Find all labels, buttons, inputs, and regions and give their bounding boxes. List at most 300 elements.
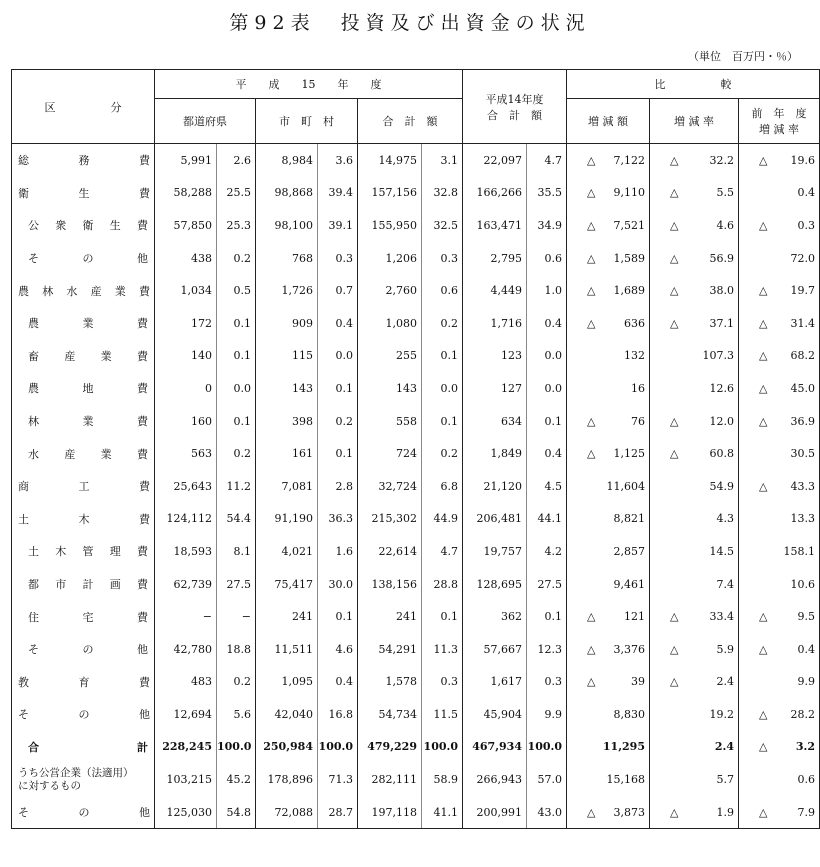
cell-prev xyxy=(739,731,820,764)
cell-pref-pct: 25.5 xyxy=(217,177,256,210)
decrease-triangle-icon: △ xyxy=(759,284,768,298)
cell-h14-pct: 0.3 xyxy=(527,666,567,699)
cell-diff xyxy=(567,698,650,731)
cell-total: 2,760 xyxy=(385,284,417,298)
cell-total: 197,118 xyxy=(358,796,422,829)
table-row xyxy=(12,503,820,536)
cell-total-pct: 11.5 xyxy=(422,698,463,731)
cell-total: 282,111 xyxy=(371,773,417,787)
cell-muni-pct: 3.6 xyxy=(318,144,358,177)
cell-muni: 72,088 xyxy=(256,796,318,829)
cell-total: 1,080 xyxy=(385,316,417,330)
cell-diff xyxy=(567,405,650,438)
comparison-value: 2.4 xyxy=(714,740,734,754)
cell-muni-pct: 0.1 xyxy=(318,437,358,470)
cell-total: 724 xyxy=(396,447,417,461)
decrease-triangle-icon: △ xyxy=(587,675,596,689)
comparison-value: 72.0 xyxy=(790,251,815,265)
comparison-value: 5.7 xyxy=(716,773,734,787)
comparison-value: 1,125 xyxy=(613,447,645,461)
comparison-value: 0.4 xyxy=(797,186,815,200)
cell-h14: 4,449 xyxy=(490,284,522,298)
cell-rate xyxy=(650,242,739,275)
comparison-value: 38.0 xyxy=(709,284,734,298)
cell-pref-pct: 0.1 xyxy=(217,405,256,438)
cell-prev xyxy=(739,242,820,275)
comparison-value: 15,168 xyxy=(606,773,645,787)
row-label-text: 土 木 費 xyxy=(18,512,150,526)
cell-h14-pct: 0.6 xyxy=(527,242,567,275)
table-row xyxy=(12,763,820,796)
decrease-triangle-icon: △ xyxy=(587,414,596,428)
cell-muni: 11,511 xyxy=(274,642,313,656)
row-label xyxy=(12,209,155,242)
cell-h14-pct: 9.9 xyxy=(527,698,567,731)
row-label xyxy=(12,503,155,536)
row-label-text: そ の 他 xyxy=(18,806,150,820)
row-label xyxy=(12,437,155,470)
comparison-value: 132 xyxy=(624,349,645,363)
cell-diff xyxy=(567,274,650,307)
cell-prev xyxy=(739,666,820,699)
decrease-triangle-icon: △ xyxy=(759,218,768,232)
comparison-value: 8,830 xyxy=(613,707,645,721)
cell-pref-pct: 2.6 xyxy=(217,144,256,177)
cell-h14: 123 xyxy=(501,349,522,363)
cell-muni: 4,021 xyxy=(281,544,313,558)
comparison-value: 30.5 xyxy=(790,447,815,461)
cell-diff xyxy=(567,600,650,633)
cell-h14: 45,904 xyxy=(483,707,522,721)
header-inc-rate: 増 減 率 xyxy=(650,99,739,144)
cell-muni-pct: 0.3 xyxy=(318,242,358,275)
header-pref: 都道府県 xyxy=(155,99,256,144)
table-row xyxy=(12,242,820,275)
cell-pref-pct: 0.2 xyxy=(217,666,256,699)
cell-diff xyxy=(567,503,650,536)
cell-rate xyxy=(650,535,739,568)
row-label xyxy=(12,144,155,177)
cell-rate xyxy=(650,763,739,796)
row-label-text: 教 育 費 xyxy=(18,675,150,689)
row-label-text: そ の 他 xyxy=(28,252,148,266)
cell-pref: 160 xyxy=(191,414,212,428)
row-label-text: 都市計画費 xyxy=(28,578,148,592)
comparison-value: 11,604 xyxy=(606,479,645,493)
cell-diff xyxy=(567,633,650,666)
cell-diff xyxy=(567,372,650,405)
row-label xyxy=(12,633,155,666)
cell-muni-pct: 39.4 xyxy=(318,177,358,210)
cell-h14-pct: 35.5 xyxy=(527,177,567,210)
comparison-value: 68.2 xyxy=(790,349,815,363)
cell-total: 54,734 xyxy=(378,707,417,721)
comparison-value: 12.0 xyxy=(709,414,734,428)
unit-note: （単位 百万円・％） xyxy=(688,50,798,63)
cell-muni: 161 xyxy=(292,447,313,461)
comparison-value: 5.5 xyxy=(716,186,734,200)
row-label-text: 農 業 費 xyxy=(28,317,148,331)
cell-muni-pct: 16.8 xyxy=(318,698,358,731)
cell-prev xyxy=(739,470,820,503)
row-label-text: 住 宅 費 xyxy=(28,610,148,624)
comparison-value: 0.6 xyxy=(797,773,815,787)
cell-pref: 42,780 xyxy=(173,642,212,656)
cell-pref-pct: 100.0 xyxy=(217,731,256,764)
decrease-triangle-icon: △ xyxy=(587,805,596,819)
cell-prev xyxy=(739,144,820,177)
decrease-triangle-icon: △ xyxy=(759,707,768,721)
comparison-value: 107.3 xyxy=(702,349,734,363)
comparison-value: 12.6 xyxy=(709,381,734,395)
decrease-triangle-icon: △ xyxy=(759,153,768,167)
decrease-triangle-icon: △ xyxy=(759,610,768,624)
cell-total-pct: 0.3 xyxy=(422,242,463,275)
table-row xyxy=(12,405,820,438)
comparison-value: 9,461 xyxy=(613,577,645,591)
cell-pref-pct: 5.6 xyxy=(217,698,256,731)
comparison-value: 8,821 xyxy=(613,512,645,526)
cell-pref-pct: 0.5 xyxy=(217,274,256,307)
cell-h14-pct: 0.0 xyxy=(527,340,567,373)
cell-muni-pct: 39.1 xyxy=(318,209,358,242)
cell-muni-pct: 2.8 xyxy=(318,470,358,503)
cell-total-pct: 44.9 xyxy=(422,503,463,536)
cell-pref: 62,739 xyxy=(173,577,212,591)
decrease-triangle-icon: △ xyxy=(670,186,679,200)
comparison-value: 11,295 xyxy=(602,740,645,754)
cell-pref: 125,030 xyxy=(155,796,217,829)
cell-muni: 143 xyxy=(292,381,313,395)
cell-prev xyxy=(739,796,820,829)
row-label-text: 公衆衛生費 xyxy=(28,219,148,233)
cell-prev xyxy=(739,568,820,601)
cell-total-pct: 58.9 xyxy=(422,763,463,796)
cell-total-pct: 0.2 xyxy=(422,307,463,340)
row-label-text: そ の 他 xyxy=(18,708,150,722)
cell-pref-pct: 0.2 xyxy=(217,242,256,275)
cell-total-pct: 3.1 xyxy=(422,144,463,177)
row-label xyxy=(12,405,155,438)
cell-h14: 21,120 xyxy=(483,479,522,493)
cell-pref: 1,034 xyxy=(180,284,212,298)
cell-muni-pct: 30.0 xyxy=(318,568,358,601)
header-h14-line1: 平成14年度 xyxy=(485,92,544,106)
table-row xyxy=(12,796,820,829)
cell-h14: 128,695 xyxy=(476,577,522,591)
cell-muni-pct: 100.0 xyxy=(318,731,358,764)
comparison-value: 32.2 xyxy=(709,153,734,167)
comparison-value: 5.9 xyxy=(716,642,734,656)
table-row xyxy=(12,666,820,699)
cell-diff xyxy=(567,731,650,764)
row-label xyxy=(12,763,155,796)
decrease-triangle-icon: △ xyxy=(587,186,596,200)
cell-muni-pct: 0.2 xyxy=(318,405,358,438)
cell-pref: 172 xyxy=(191,316,212,330)
cell-rate xyxy=(650,633,739,666)
comparison-value: 9.5 xyxy=(797,610,815,624)
cell-total: 22,614 xyxy=(378,544,417,558)
comparison-value: 16 xyxy=(631,381,645,395)
comparison-value: 76 xyxy=(631,414,645,428)
row-label xyxy=(12,340,155,373)
cell-pref: 57,850 xyxy=(173,218,212,232)
cell-rate xyxy=(650,209,739,242)
cell-h14-pct: 4.5 xyxy=(527,470,567,503)
row-label xyxy=(12,796,155,829)
table-row xyxy=(12,568,820,601)
cell-h14: 467,934 xyxy=(472,740,522,754)
cell-pref-pct: 54.8 xyxy=(217,796,256,829)
cell-rate xyxy=(650,274,739,307)
table-row xyxy=(12,600,820,633)
comparison-value: 158.1 xyxy=(783,544,815,558)
row-label-text: 総 務 費 xyxy=(18,154,150,168)
cell-h14: 206,481 xyxy=(476,512,522,526)
cell-prev xyxy=(739,340,820,373)
cell-total: 14,975 xyxy=(378,153,417,167)
comparison-value: 19.2 xyxy=(709,707,734,721)
cell-h14: 1,716 xyxy=(490,316,522,330)
table-row xyxy=(12,209,820,242)
cell-pref-pct: 45.2 xyxy=(217,763,256,796)
cell-total-pct: 4.7 xyxy=(422,535,463,568)
header-comparison: 比 較 xyxy=(567,70,820,99)
cell-rate xyxy=(650,437,739,470)
row-label xyxy=(12,274,155,307)
row-label-text: 合 計 xyxy=(28,740,148,754)
cell-total-pct: 32.5 xyxy=(422,209,463,242)
comparison-value: 7,521 xyxy=(613,218,645,232)
cell-total-pct: 100.0 xyxy=(422,731,463,764)
decrease-triangle-icon: △ xyxy=(587,218,596,232)
row-label-text: 農 地 費 xyxy=(28,382,148,396)
cell-h14-pct: 12.3 xyxy=(527,633,567,666)
table-row xyxy=(12,274,820,307)
cell-rate xyxy=(650,372,739,405)
cell-muni: 398 xyxy=(292,414,313,428)
cell-muni-pct: 0.0 xyxy=(318,340,358,373)
cell-muni-pct: 0.1 xyxy=(318,372,358,405)
cell-pref: 12,694 xyxy=(173,707,212,721)
cell-muni: 768 xyxy=(292,251,313,265)
cell-muni: 98,100 xyxy=(274,218,313,232)
comparison-value: 45.0 xyxy=(790,381,815,395)
comparison-value: 43.3 xyxy=(790,479,815,493)
cell-pref-pct: 8.1 xyxy=(217,535,256,568)
cell-rate xyxy=(650,731,739,764)
cell-diff xyxy=(567,568,650,601)
row-label-line2: に対するもの xyxy=(18,779,81,792)
comparison-value: 31.4 xyxy=(790,316,815,330)
row-label-text: 林 業 費 xyxy=(28,415,148,429)
cell-total: 54,291 xyxy=(378,642,417,656)
comparison-value: 14.5 xyxy=(709,544,734,558)
cell-total: 32,724 xyxy=(378,479,417,493)
table-body xyxy=(12,144,820,829)
page-title: 第92表 投資及び出資金の状況 xyxy=(229,12,591,34)
comparison-value: 9.9 xyxy=(797,675,815,689)
table-row xyxy=(12,144,820,177)
decrease-triangle-icon: △ xyxy=(759,642,768,656)
comparison-value: 36.9 xyxy=(790,414,815,428)
decrease-triangle-icon: △ xyxy=(759,349,768,363)
cell-h14-pct: 4.2 xyxy=(527,535,567,568)
cell-total: 138,156 xyxy=(371,577,417,591)
cell-rate xyxy=(650,600,739,633)
decrease-triangle-icon: △ xyxy=(670,447,679,461)
cell-muni: 75,417 xyxy=(274,577,313,591)
cell-rate xyxy=(650,405,739,438)
comparison-value: 2,857 xyxy=(613,544,645,558)
comparison-value: 19.7 xyxy=(790,284,815,298)
row-label-text: 畜 産 業 費 xyxy=(28,349,148,363)
comparison-value: 7.4 xyxy=(716,577,734,591)
decrease-triangle-icon: △ xyxy=(670,284,679,298)
table-row xyxy=(12,437,820,470)
decrease-triangle-icon: △ xyxy=(670,153,679,167)
row-label-text: そ の 他 xyxy=(28,643,148,657)
decrease-triangle-icon: △ xyxy=(587,642,596,656)
cell-muni-pct: 1.6 xyxy=(318,535,358,568)
cell-prev xyxy=(739,763,820,796)
comparison-value: 39 xyxy=(631,675,645,689)
cell-h14-pct: 34.9 xyxy=(527,209,567,242)
cell-h14: 57,667 xyxy=(483,642,522,656)
cell-prev xyxy=(739,698,820,731)
cell-total: 215,302 xyxy=(371,512,417,526)
table-row xyxy=(12,731,820,764)
header-muni: 市 町 村 xyxy=(256,99,358,144)
row-label-text: 農林水産業費 xyxy=(18,284,150,298)
decrease-triangle-icon: △ xyxy=(670,675,679,689)
row-label xyxy=(12,698,155,731)
cell-total-pct: 0.6 xyxy=(422,274,463,307)
comparison-value: 56.9 xyxy=(709,251,734,265)
cell-prev xyxy=(739,535,820,568)
cell-total: 1,578 xyxy=(385,675,417,689)
cell-h14-pct: 100.0 xyxy=(527,731,567,764)
cell-pref: 58,288 xyxy=(173,186,212,200)
cell-h14: 166,266 xyxy=(476,186,522,200)
cell-h14-pct: 4.7 xyxy=(527,144,567,177)
cell-pref-pct: 11.2 xyxy=(217,470,256,503)
cell-total-pct: 0.1 xyxy=(422,340,463,373)
comparison-value: 2.4 xyxy=(716,675,734,689)
cell-muni: 909 xyxy=(292,316,313,330)
decrease-triangle-icon: △ xyxy=(670,642,679,656)
cell-diff xyxy=(567,177,650,210)
row-label xyxy=(12,177,155,210)
cell-diff xyxy=(567,535,650,568)
cell-muni: 250,984 xyxy=(263,740,313,754)
cell-total-pct: 0.3 xyxy=(422,666,463,699)
header-h15: 平 成 15 年 度 xyxy=(155,70,463,99)
cell-pref: 18,593 xyxy=(173,544,212,558)
comparison-value: 121 xyxy=(624,610,645,624)
decrease-triangle-icon: △ xyxy=(587,447,596,461)
cell-pref-pct: 54.4 xyxy=(217,503,256,536)
comparison-value: 10.6 xyxy=(790,577,815,591)
cell-h14: 19,757 xyxy=(483,544,522,558)
cell-total: 558 xyxy=(396,414,417,428)
cell-muni-pct: 0.4 xyxy=(318,307,358,340)
comparison-value: 1,689 xyxy=(613,284,645,298)
decrease-triangle-icon: △ xyxy=(670,610,679,624)
table-row xyxy=(12,372,820,405)
cell-h14: 1,849 xyxy=(490,447,522,461)
row-label xyxy=(12,307,155,340)
decrease-triangle-icon: △ xyxy=(759,381,768,395)
comparison-value: 37.1 xyxy=(709,316,734,330)
decrease-triangle-icon: △ xyxy=(587,153,596,167)
cell-muni: 98,868 xyxy=(274,186,313,200)
comparison-value: 9,110 xyxy=(613,186,645,200)
comparison-value: 28.2 xyxy=(790,707,815,721)
comparison-value: 7,122 xyxy=(613,153,645,167)
cell-prev xyxy=(739,274,820,307)
cell-h14: 22,097 xyxy=(483,153,522,167)
cell-h14: 2,795 xyxy=(490,251,522,265)
cell-pref: − xyxy=(202,610,212,624)
header-prev-line2: 増 減 率 xyxy=(759,123,799,136)
cell-prev xyxy=(739,503,820,536)
cell-total: 241 xyxy=(396,610,417,624)
cell-diff xyxy=(567,666,650,699)
cell-total-pct: 0.1 xyxy=(422,600,463,633)
cell-total-pct: 28.8 xyxy=(422,568,463,601)
cell-prev xyxy=(739,209,820,242)
table-row xyxy=(12,340,820,373)
cell-diff xyxy=(567,340,650,373)
cell-muni: 115 xyxy=(292,349,313,363)
cell-h14: 200,991 xyxy=(463,796,527,829)
cell-diff xyxy=(567,242,650,275)
cell-total-pct: 32.8 xyxy=(422,177,463,210)
table-row xyxy=(12,633,820,666)
comparison-value: 3,376 xyxy=(613,642,645,656)
cell-h14: 1,617 xyxy=(490,675,522,689)
cell-rate xyxy=(650,698,739,731)
cell-rate xyxy=(650,503,739,536)
table-row xyxy=(12,535,820,568)
row-label-text: 土木管理費 xyxy=(28,545,148,559)
table-row xyxy=(12,307,820,340)
cell-h14: 634 xyxy=(501,414,522,428)
comparison-value: 0.3 xyxy=(797,218,815,232)
decrease-triangle-icon: △ xyxy=(759,414,768,428)
cell-muni: 8,984 xyxy=(281,153,313,167)
cell-total: 1,206 xyxy=(385,251,417,265)
cell-muni-pct: 36.3 xyxy=(318,503,358,536)
row-label-text: 水 産 業 費 xyxy=(28,447,148,461)
table-row xyxy=(12,470,820,503)
cell-rate xyxy=(650,177,739,210)
cell-pref-pct: 18.8 xyxy=(217,633,256,666)
cell-pref: 103,215 xyxy=(166,773,212,787)
cell-pref: 563 xyxy=(191,447,212,461)
cell-pref: 228,245 xyxy=(162,740,212,754)
cell-rate xyxy=(650,470,739,503)
cell-total: 157,156 xyxy=(371,186,417,200)
table-row xyxy=(12,177,820,210)
cell-muni: 1,726 xyxy=(281,284,313,298)
cell-total-pct: 0.1 xyxy=(422,405,463,438)
cell-total-pct: 6.8 xyxy=(422,470,463,503)
decrease-triangle-icon: △ xyxy=(670,805,679,819)
cell-pref-pct: 25.3 xyxy=(217,209,256,242)
